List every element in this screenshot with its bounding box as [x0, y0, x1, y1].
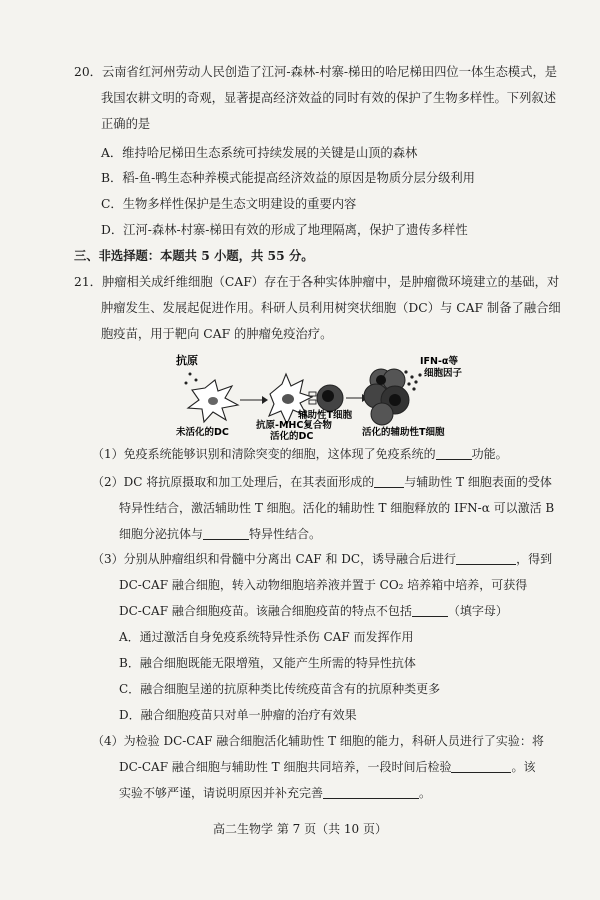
answer-blank[interactable] [456, 552, 516, 565]
q20-option-c: C．生物多样性保护是生态文明建设的重要内容 [101, 197, 357, 211]
page-footer: 高二生物学 第 7 页（共 10 页） [213, 822, 387, 836]
mhc-complex [309, 400, 316, 404]
activated-t-nucleus [376, 375, 386, 385]
antigen-particle [189, 373, 192, 376]
answer-blank[interactable] [412, 604, 448, 617]
q21-sub4-line3: 实验不够严谨，请说明原因并补充完善 。 [119, 786, 432, 800]
q21-stem-line1: 21．肿瘤相关成纤维细胞（CAF）存在于各种实体肿瘤中，是肿瘤微环境建立的基础，对 [74, 275, 560, 289]
cytokine-dot [418, 373, 421, 376]
q21-sub3-option-d: D．融合细胞疫苗只对单一肿瘤的治疗有效果 [119, 708, 357, 722]
q20-option-d: D．江河-森林-村寨-梯田有效的形成了地理隔离，保护了遗传多样性 [101, 223, 468, 237]
q21-sub3-option-b: B．融合细胞既能无限增殖，又能产生所需的特异性抗体 [119, 656, 416, 670]
figure-inactive-dc-label: 未活化的DC [176, 427, 229, 438]
answer-blank[interactable] [203, 527, 249, 540]
q21-sub2-line1: （2）DC 将抗原摄取和加工处理后，在其表面形成的 与辅助性 T 细胞表面的受体 [92, 475, 552, 489]
dc-nucleus [208, 397, 218, 405]
section-heading: 三、非选择题：本题共 5 小题，共 55 分。 [74, 248, 314, 263]
figure-mhc-label-1: 抗原-MHC复合物 [256, 420, 332, 431]
q21-sub3-option-c: C．融合细胞呈递的抗原种类比传统疫苗含有的抗原种类更多 [119, 682, 441, 696]
dc-nucleus [282, 394, 294, 404]
q21-sub3-line3: DC-CAF 融合细胞疫苗。该融合细胞疫苗的特点不包括 （填字母） [119, 604, 508, 618]
answer-blank[interactable] [374, 475, 404, 488]
q20-option-b: B．稻-鱼-鸭生态种养模式能提高经济效益的原因是物质分层分级利用 [101, 171, 475, 185]
figure-mhc-label-2: 活化的DC [270, 431, 314, 440]
cytokine-dot [414, 380, 417, 383]
answer-blank[interactable] [451, 760, 511, 773]
answer-blank[interactable] [436, 447, 472, 460]
q21-sub2-line3: 细胞分泌抗体与 特异性结合。 [119, 527, 322, 541]
antigen-particle [195, 379, 198, 382]
answer-blank[interactable] [323, 786, 419, 799]
q21-sub2-line2: 特异性结合，激活辅助性 T 细胞。活化的辅助性 T 细胞释放的 IFN-α 可以激活 B [119, 501, 555, 515]
activated-t-cell [371, 403, 393, 425]
figure-antigen-label: 抗原 [176, 354, 198, 367]
mhc-complex [309, 392, 316, 396]
cytokine-dot [404, 370, 407, 373]
q20-stem-line3: 正确的是 [101, 117, 151, 131]
cytokine-dot [412, 387, 415, 390]
q21-sub3-line2: DC-CAF 融合细胞，转入动物细胞培养液并置于 CO₂ 培养箱中培养，可获得 [119, 578, 528, 592]
figure-ifn-label-2: 细胞因子 [424, 368, 463, 379]
figure-ifn-label-1: IFN-α等 [420, 356, 458, 367]
q20-stem-line1: 20．云南省红河州劳动人民创造了江河-森林-村寨-梯田的哈尼梯田四位一体生态模式，是 [74, 65, 558, 79]
immune-diagram [0, 350, 600, 440]
q21-stem-line2: 肿瘤发生、发展起促进作用。科研人员利用树突状细胞（DC）与 CAF 制备了融合细 [101, 301, 561, 315]
antigen-particle [185, 382, 188, 385]
q21-sub4-line1: （4）为检验 DC-CAF 融合细胞活化辅助性 T 细胞的能力，科研人员进行了实验：将 [92, 734, 544, 748]
cytokine-dot [407, 382, 410, 385]
q20-stem-line2: 我国农耕文明的奇观，显著提高经济效益的同时有效的保护了生物多样性。下列叙述 [101, 91, 556, 105]
arrow-1-head [262, 396, 268, 404]
q21-sub1: （1）免疫系统能够识别和清除突变的细胞，这体现了免疫系统的 功能。 [92, 447, 508, 461]
q20-option-a: A．维持哈尼梯田生态系统可持续发展的关键是山顶的森林 [101, 146, 418, 160]
activated-t-nucleus [389, 394, 401, 406]
q21-sub4-line2: DC-CAF 融合细胞与辅助性 T 细胞共同培养，一段时间后检验 。该 [119, 760, 536, 774]
q21-sub3-option-a: A．通过激活自身免疫系统特异性杀伤 CAF 而发挥作用 [119, 630, 414, 644]
q21-stem-line3: 胞疫苗，用于靶向 CAF 的肿瘤免疫治疗。 [101, 327, 333, 341]
figure-activated-t-label: 活化的辅助性T细胞 [362, 427, 445, 438]
figure-helper-t-label: 辅助性T细胞 [298, 410, 352, 421]
cytokine-dot [410, 375, 413, 378]
helper-t-nucleus [322, 390, 334, 402]
q21-sub3-line1: （3）分别从肿瘤组织和骨髓中分离出 CAF 和 DC，诱导融合后进行 ，得到 [92, 552, 553, 566]
